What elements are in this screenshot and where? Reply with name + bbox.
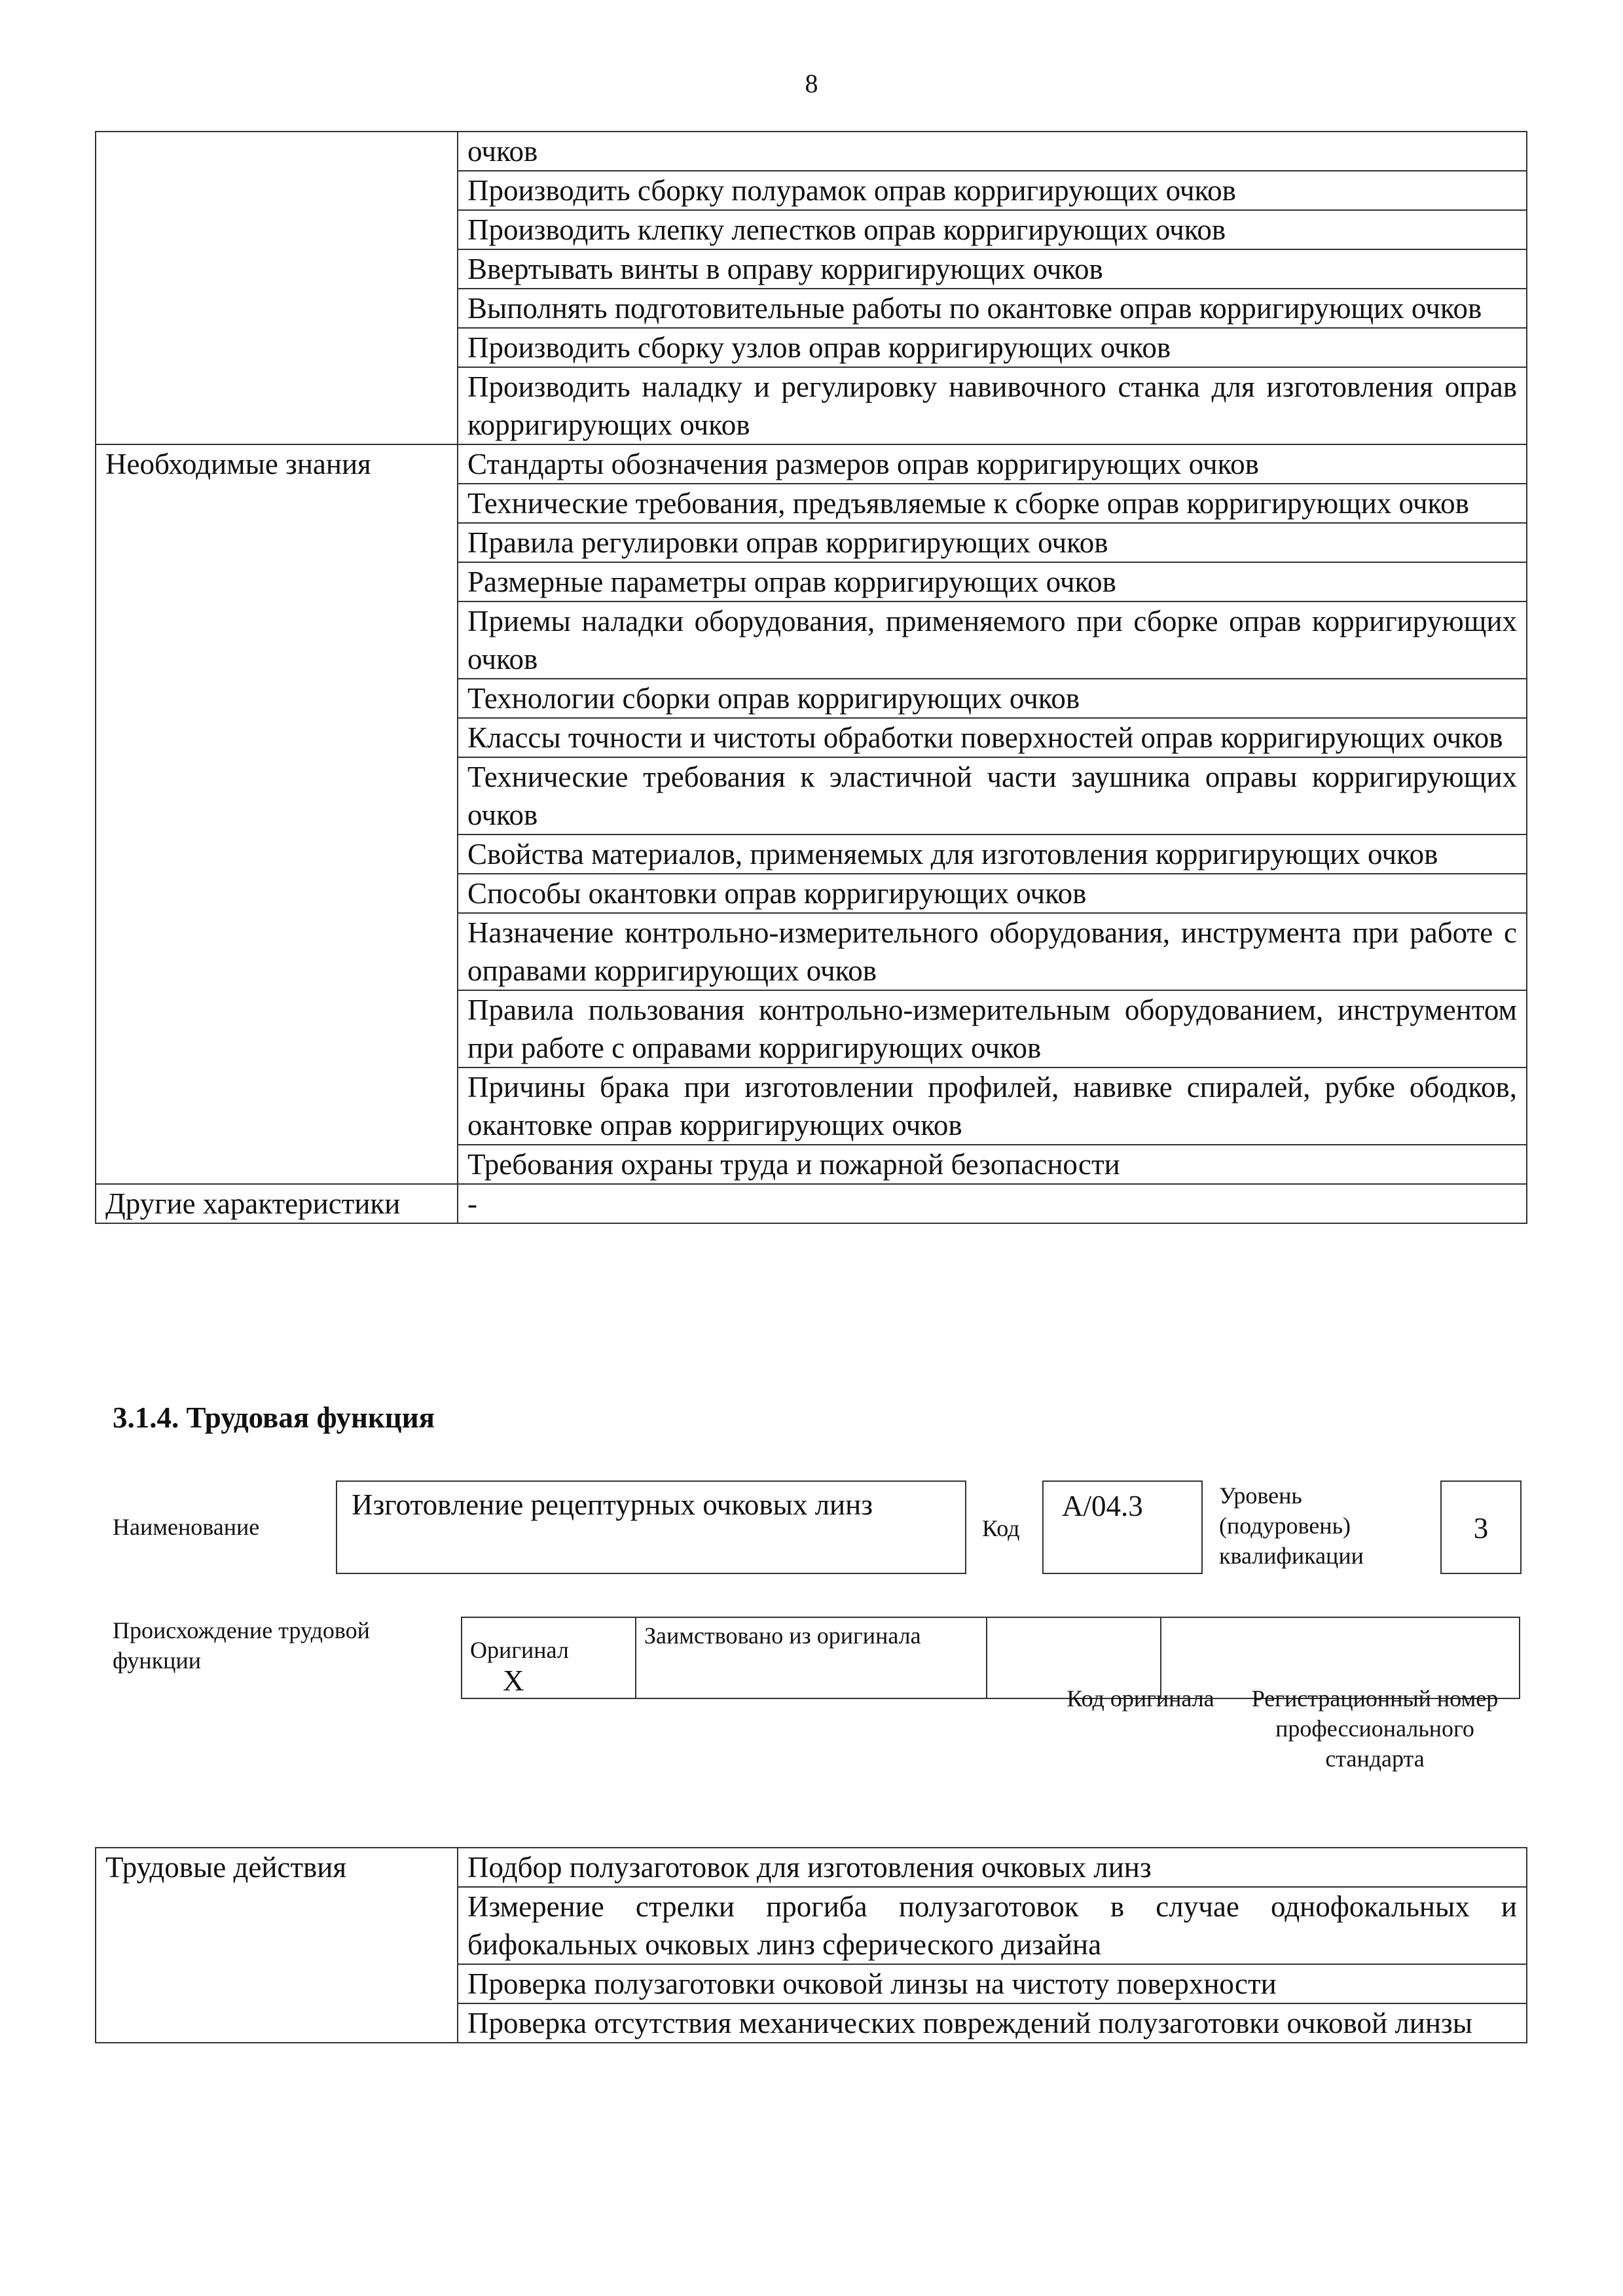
knowledge-item: Свойства материалов, применяемых для изготовления корригирующих очков bbox=[458, 834, 1527, 874]
knowledge-item: Требования охраны труда и пожарной безопасности bbox=[458, 1145, 1527, 1184]
knowledge-item: Технические требования, предъявляемые к сборке оправ корригирующих очков bbox=[458, 484, 1527, 523]
knowledge-item: Технологии сборки оправ корригирующих очков bbox=[458, 679, 1527, 718]
skill-item: Производить наладку и регулировку навивочного станка для изготовления оправ корригирующих очков bbox=[458, 367, 1527, 444]
knowledge-item: Стандарты обозначения размеров оправ корригирующих очков bbox=[458, 444, 1527, 484]
function-code-field: А/04.3 bbox=[1042, 1480, 1203, 1574]
knowledge-item: Способы окантовки оправ корригирующих очков bbox=[458, 874, 1527, 913]
level-value-field: 3 bbox=[1440, 1480, 1522, 1574]
section-heading: 3.1.4. Трудовая функция bbox=[113, 1401, 435, 1434]
action-item: Проверка отсутствия механических повреждений полузаготовки очковой линзы bbox=[458, 2003, 1527, 2043]
borrowed-label: Заимствовано из оригинала bbox=[636, 1617, 987, 1698]
code-original-caption: Код оригинала bbox=[1067, 1685, 1214, 1712]
other-label: Другие характеристики bbox=[96, 1184, 458, 1223]
page-number: 8 bbox=[805, 69, 818, 98]
original-label: Оригинал bbox=[470, 1637, 569, 1663]
knowledge-item: Размерные параметры оправ корригирующих очков bbox=[458, 562, 1527, 601]
knowledge-item: Приемы наладки оборудования, применяемого при сборке оправ корригирующих очков bbox=[458, 601, 1527, 679]
code-label: Код bbox=[982, 1515, 1020, 1541]
knowledge-item: Классы точности и чистоты обработки поверхностей оправ корригирующих очков bbox=[458, 718, 1527, 757]
action-item: Измерение стрелки прогиба полузаготовок в случае однофокальных и бифокальных очковых линз сферического дизайна bbox=[458, 1887, 1527, 1964]
registration-caption: Регистрационный номер профессионального стандарта bbox=[1251, 1685, 1499, 1772]
original-mark: X bbox=[503, 1664, 524, 1697]
other-value: - bbox=[458, 1184, 1527, 1223]
skill-item: Производить клепку лепестков оправ корригирующих очков bbox=[458, 210, 1527, 249]
origin-label: Происхождение трудовой функции bbox=[113, 1617, 370, 1674]
skill-item: Ввертывать винты в оправу корригирующих очков bbox=[458, 249, 1527, 289]
knowledge-item: Причины брака при изготовлении профилей, навивке спиралей, рубке ободков, окантовке оправ корригирующих очков bbox=[458, 1067, 1527, 1145]
knowledge-item: Правила регулировки оправ корригирующих очков bbox=[458, 523, 1527, 562]
knowledge-item: Правила пользования контрольно-измерительным оборудованием, инструментом при работе с оправами корригирующих очков bbox=[458, 990, 1527, 1067]
name-label: Наименование bbox=[113, 1514, 260, 1540]
action-item: Проверка полузаготовки очковой линзы на чистоту поверхности bbox=[458, 1964, 1527, 2003]
labor-actions-table bbox=[95, 1847, 1527, 2043]
skill-item: Выполнять подготовительные работы по окантовке оправ корригирующих очков bbox=[458, 289, 1527, 328]
skill-item: очков bbox=[458, 132, 1527, 171]
knowledge-item: Назначение контрольно-измерительного оборудования, инструмента при работе с оправами корригирующих очков bbox=[458, 913, 1527, 990]
knowledge-item: Технические требования к эластичной части заушника оправы корригирующих очков bbox=[458, 757, 1527, 834]
actions-label: Трудовые действия bbox=[96, 1848, 458, 2043]
level-label: Уровень (подуровень) квалификации bbox=[1219, 1482, 1364, 1569]
skill-item: Производить сборку узлов оправ корригирующих очков bbox=[458, 328, 1527, 367]
competency-table bbox=[95, 131, 1527, 1224]
knowledge-label: Необходимые знания bbox=[96, 444, 458, 1184]
action-item: Подбор полузаготовок для изготовления очковых линз bbox=[458, 1848, 1527, 1887]
skills-label-cell bbox=[96, 132, 458, 444]
skill-item: Производить сборку полурамок оправ корригирующих очков bbox=[458, 171, 1527, 210]
function-name-field: Изготовление рецептурных очковых линз bbox=[336, 1480, 966, 1574]
